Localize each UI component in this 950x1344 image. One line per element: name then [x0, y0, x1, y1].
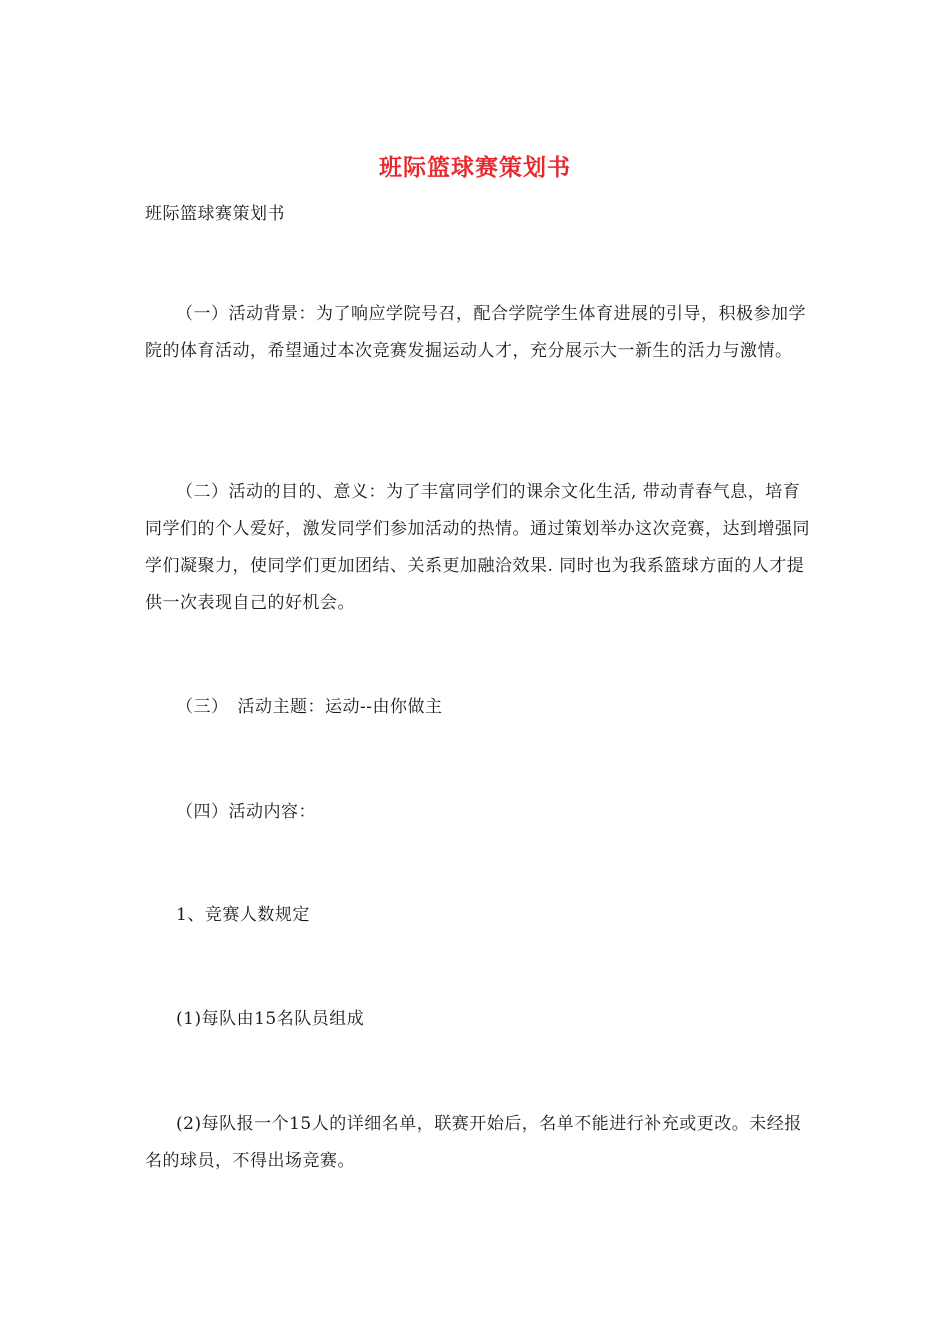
paragraph-theme: （三） 活动主题：运动--由你做主	[176, 697, 443, 717]
paragraph-content-heading: （四）活动内容：	[176, 802, 316, 822]
paragraph-rule-2: (2)每队报一个15人的详细名单，联赛开始后，名单不能进行补充或更改。未经报名的球员，不得出场竞赛。	[145, 1114, 802, 1171]
paragraph-background: （一）活动背景：为了响应学院号召，配合学院学生体育进展的引导，积极参加学院的体育活动，希望通过本次竞赛发掘运动人才，充分展示大一新生的活力与激情。	[145, 304, 806, 361]
document-title: 班际篮球赛策划书	[379, 154, 571, 181]
paragraph-player-count: 1、竞赛人数规定	[176, 905, 310, 925]
paragraph-rule-1: (1)每队由15名队员组成	[176, 1009, 365, 1029]
document-subtitle: 班际篮球赛策划书	[145, 204, 285, 224]
paragraph-purpose: （二）活动的目的、意义：为了丰富同学们的课余文化生活, 带动青春气息，培育同学们的个人爱好，激发同学们参加活动的热情。通过策划举办这次竞赛，达到增强同学们凝聚力，使同学们更加团结、关系更加融洽效果. 同时也为我系篮球方面的人才提供一次表现自己的好机会。	[145, 482, 810, 613]
